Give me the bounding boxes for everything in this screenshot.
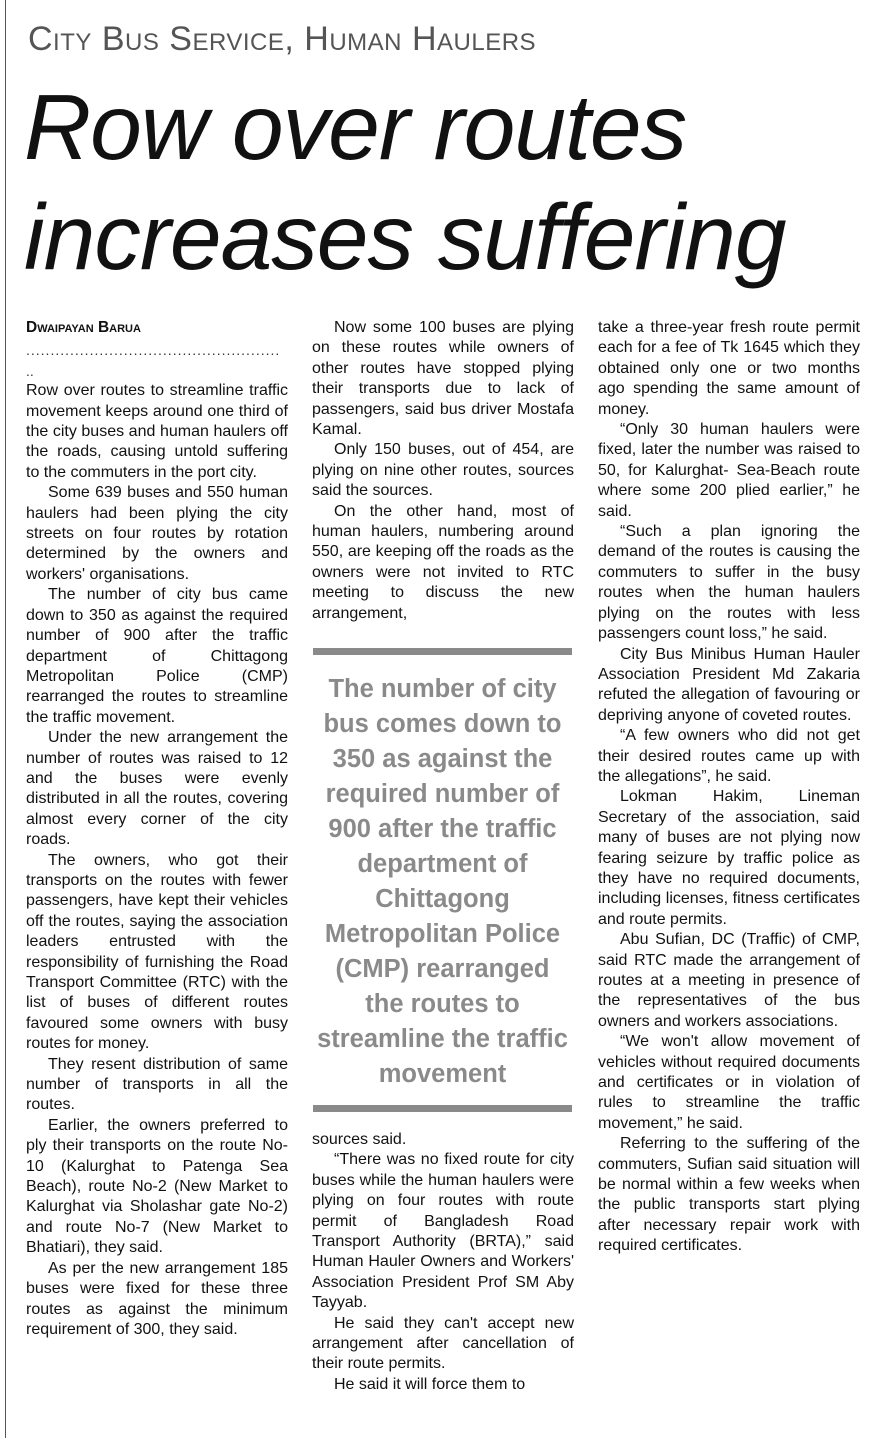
paragraph: The owners, who got their transports on the routes with fewer passengers, have kept their vehicles off the routes, saying the association leaders entrusted with the responsibility of furnishing the Road Transport Committee (RTC) with the list of buses of different routes favoured some owners with busy routes for money. (26, 851, 288, 1053)
pull-quote: The number of city bus comes down to 350 as against the required number of 900 after the traffic department of Chittagong Metropolitan Police (CMP) rearranged the routes to streamline the traffic movement (317, 675, 568, 1088)
column-3 (598, 318, 860, 1257)
byline-divider: .................................................... (26, 342, 281, 359)
paragraph: They resent distribution of same number of transports in all the routes. (26, 1055, 288, 1114)
pull-quote-top-rule (313, 648, 572, 655)
paragraph: “There was no fixed route for city buses while the human haulers were plying on four routes with route permit of Bangladesh Road Transport Authority (BRTA),” said Human Hauler Owners and Workers' Association President Prof SM Aby Tayyab. (312, 1151, 574, 1312)
paragraph: Now some 100 buses are plying on these routes while owners of other routes have stopped plying their transports due to lack of passengers, said bus driver Mostafa Kamal. (312, 319, 574, 439)
kicker: City Bus Service, Human Haulers (28, 20, 537, 58)
paragraph: “A few owners who did not get their desired routes came up with the allegations”, he said. (598, 727, 860, 785)
headline: Row over routes increases suffering (24, 75, 786, 289)
byline-divider-end: .. (26, 362, 34, 379)
paragraph: “Such a plan ignoring the demand of the routes is causing the commuters to suffer in the busy routes when the human haulers plying on the routes with less passengers count loss,” he said. (598, 523, 860, 643)
paragraph: The number of city bus came down to 350 as against the required number of 900 after the traffic department of Chittagong Metropolitan Police (CMP) rearranged the routes to streamline the traffic movement. (26, 586, 288, 726)
paragraph: Abu Sufian, DC (Traffic) of CMP, said RTC made the arrangement of routes at a meeting in presence of the representatives of the bus owners and workers associations. (598, 931, 860, 1030)
paragraph: Some 639 buses and 550 human haulers had been plying the city streets on four routes by rotation determined by the owners and workers' organisations. (26, 484, 288, 583)
paragraph: On the other hand, most of human haulers, numbering around 550, are keeping off the roads as the owners were not invited to RTC meeting to discuss the new arrangement, (312, 502, 574, 622)
paragraph: “Only 30 human haulers were fixed, later the number was raised to 50, for Kalurghat- Sea-Beach route where some 200 plied earlier,” he said. (598, 421, 860, 520)
left-border-rule (5, 0, 6, 1438)
paragraph: He said they can't accept new arrangement after cancellation of their route permits. (312, 1314, 574, 1373)
paragraph: Only 150 buses, out of 454, are plying on nine other routes, sources said the sources. (312, 441, 574, 500)
paragraph: Lokman Hakim, Lineman Secretary of the association, said many of buses are not plying now fearing seizure by traffic police as they have no required documents, including licenses, fitness certificates and route permits. (598, 788, 860, 928)
paragraph: Row over routes to streamline traffic movement keeps around one third of the city buses and human haulers off the roads, causing untold suffering to the commuters in the port city. (26, 382, 288, 481)
pull-quote-bottom-rule (313, 1105, 572, 1112)
paragraph: Under the new arrangement the number of routes was raised to 12 and the buses were evenly distributed in all the routes, covering almost every corner of the city roads. (26, 729, 288, 849)
paragraph: City Bus Minibus Human Hauler Association President Md Zakaria refuted the allegation of favouring or depriving anyone of coveted routes. (598, 645, 860, 724)
paragraph: take a three-year fresh route permit each for a fee of Tk 1645 which they obtained only one or two months ago spending the same amount of money. (598, 319, 860, 418)
paragraph: “We won't allow movement of vehicles without required documents and certificates or in violation of rules to streamline the traffic movement,” he said. (598, 1033, 860, 1132)
byline: Dwaipayan Barua (26, 319, 141, 336)
paragraph: sources said. (312, 1131, 407, 1148)
column-2-top (312, 318, 574, 624)
paragraph: Referring to the suffering of the commuters, Sufian said situation will be normal within a few weeks when the public transports start plying after necessary repair work with required certificates. (598, 1135, 860, 1255)
paragraph: He said it will force them to (334, 1375, 526, 1393)
column-2-bottom (312, 1130, 574, 1395)
paragraph: Earlier, the owners preferred to ply their transports on the route No-10 (Kalurghat to Patenga Sea Beach), route No-2 (New Market to Kalurghat via Sholashar gate No-2) and route No-7 (New Market to Bhatiari), they said. (26, 1116, 288, 1257)
paragraph: As per the new arrangement 185 buses were fixed for these three routes as against the minimum requirement of 300, they said. (26, 1259, 288, 1338)
column-1 (26, 318, 288, 1340)
